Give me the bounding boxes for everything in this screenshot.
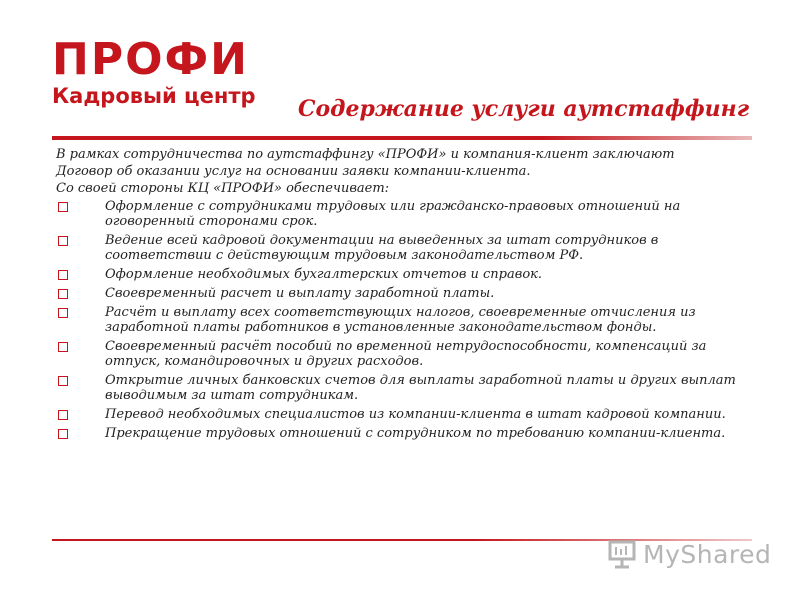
presentation-board-icon	[607, 539, 639, 569]
top-divider	[52, 136, 752, 140]
list-item	[56, 286, 746, 301]
square-bullet-icon	[58, 236, 68, 246]
square-bullet-icon	[58, 342, 68, 352]
list-item-text: Оформление необходимых бухгалтерских отчетов и справок.	[105, 267, 543, 282]
intro-line: В рамках сотрудничества по аутстаффингу «ПРОФИ» и компания-клиент заключают	[56, 147, 675, 162]
list-item-text: Ведение всей кадровой документации на выведенных за штат сотрудников в соответствии с действующим трудовым законодательством РФ.	[105, 233, 659, 263]
square-bullet-icon	[58, 202, 68, 212]
list-item	[56, 426, 746, 441]
myshared-watermark[interactable]	[607, 539, 771, 569]
list-item	[56, 267, 746, 282]
logo-subtitle: Кадровый центр	[52, 84, 256, 108]
watermark-text: MyShared	[643, 539, 772, 569]
list-item-text: Расчёт и выплату всех соответствующих налогов, своевременные отчисления из заработной платы работников в установленные законодательством фонды.	[105, 305, 696, 335]
list-item-text: Своевременный расчёт пособий по временной нетрудоспособности, компенсаций за отпуск, командировочных и других расходов.	[105, 339, 707, 369]
square-bullet-icon	[58, 289, 68, 299]
list-item	[56, 339, 746, 369]
list-item	[56, 407, 746, 422]
list-item-text: Оформление с сотрудниками трудовых или гражданско-правовых отношений на оговоренный сторонами срок.	[105, 199, 681, 229]
services-list	[56, 199, 746, 441]
intro-line: Со своей стороны КЦ «ПРОФИ» обеспечивает:	[56, 181, 390, 196]
page-title: Содержание услуги аутстаффинг	[298, 96, 750, 122]
intro-line: Договор об оказании услуг на основании заявки компании-клиента.	[56, 164, 531, 179]
slide-content	[56, 146, 746, 445]
list-item	[56, 199, 746, 229]
square-bullet-icon	[58, 270, 68, 280]
list-item-text: Своевременный расчет и выплату заработной платы.	[105, 286, 495, 301]
list-item-text: Прекращение трудовых отношений с сотрудником по требованию компании-клиента.	[105, 426, 726, 441]
list-item-text: Перевод необходимых специалистов из компании-клиента в штат кадровой компании.	[105, 407, 726, 422]
square-bullet-icon	[58, 410, 68, 420]
list-item	[56, 373, 746, 403]
list-item	[56, 305, 746, 335]
square-bullet-icon	[58, 429, 68, 439]
square-bullet-icon	[58, 308, 68, 318]
brand-logo	[52, 34, 256, 108]
square-bullet-icon	[58, 376, 68, 386]
logo-main-text: ПРОФИ	[52, 34, 249, 85]
list-item	[56, 233, 746, 263]
list-item-text: Открытие личных банковских счетов для выплаты заработной платы и других выплат выводимым за штат сотрудникам.	[105, 373, 736, 403]
